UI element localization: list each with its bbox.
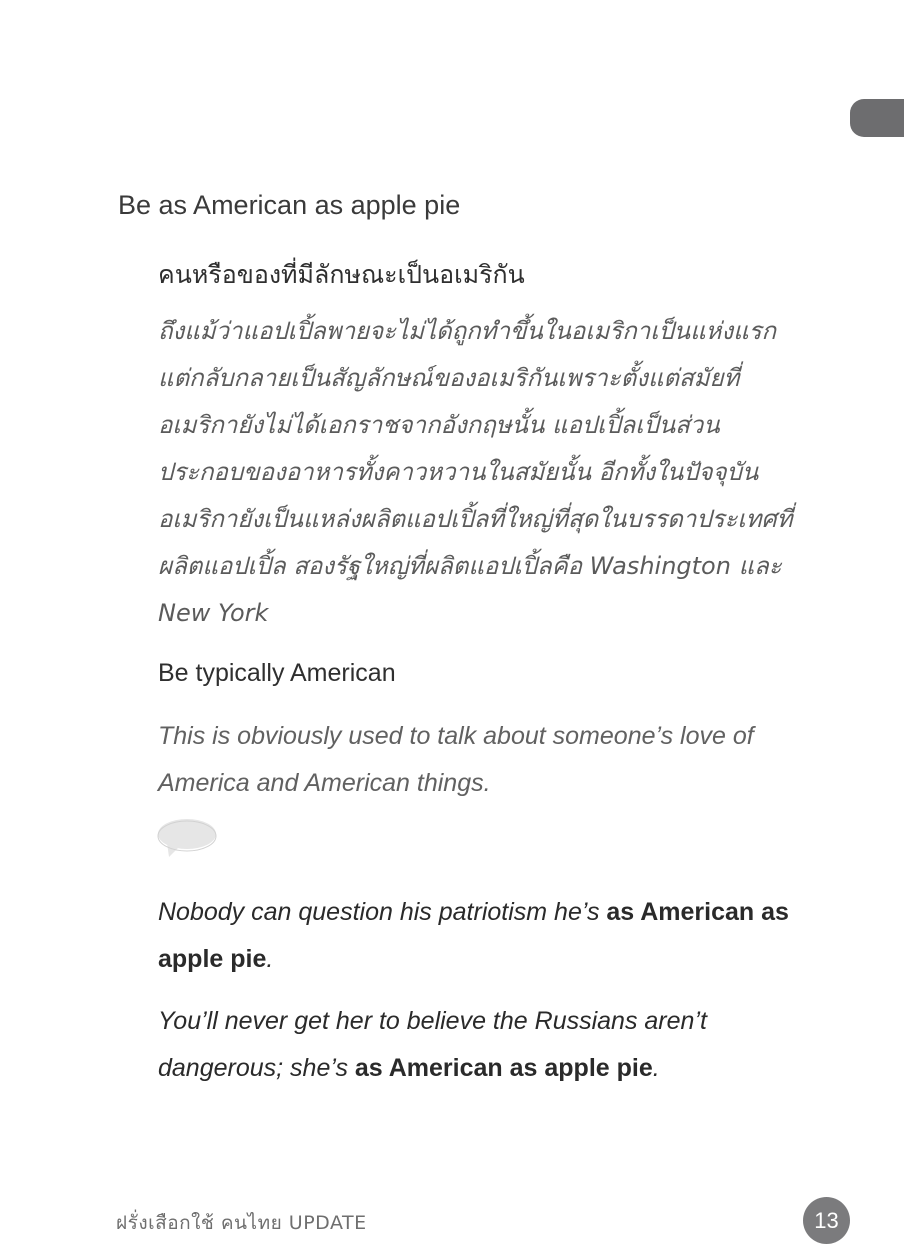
thai-line: อเมริกายังไม่ได้เอกราชจากอังกฤษนั้น แอปเปิ้ลเป็นส่วน: [158, 411, 720, 439]
example-sentence: [158, 998, 838, 1092]
example-text: dangerous; she’s: [158, 1054, 355, 1082]
thai-line: ถึงแม้ว่าแอปเปิ้ลพายจะไม่ได้ถูกทำขึ้นในอเมริกาเป็นแห่งแรก: [158, 317, 776, 345]
thai-line: New York: [158, 599, 269, 627]
thai-line: ผลิตแอปเปิ้ล สองรัฐใหญ่ที่ผลิตแอปเปิ้ลคือ Washington และ: [158, 552, 782, 580]
page-number-badge: 13: [803, 1197, 850, 1244]
thai-definition: คนหรือของที่มีลักษณะเป็นอเมริกัน: [158, 260, 525, 289]
idiom-highlight: as American as: [606, 898, 789, 926]
example-line: [158, 936, 838, 983]
thai-line: อเมริกายังเป็นแหล่งผลิตแอปเปิ้ลที่ใหญ่ที่สุดในบรรดาประเทศที่: [158, 505, 793, 533]
example-text: .: [266, 945, 274, 973]
book-title: ฝรั่งเสือกใช้ คนไทย UPDATE: [116, 1212, 367, 1234]
example-line: [158, 1045, 838, 1092]
idiom-highlight: as American as apple pie: [354, 1054, 653, 1082]
example-line: [158, 889, 838, 936]
example-sentence: [158, 889, 838, 983]
english-definition: Be typically American: [158, 659, 396, 687]
explanation-line: This is obviously used to talk about someone’s love of: [158, 722, 754, 750]
thai-line: แต่กลับกลายเป็นสัญลักษณ์ของอเมริกันเพราะตั้งแต่สมัยที่: [158, 364, 740, 392]
idiom-highlight: apple pie: [158, 945, 267, 973]
example-text: .: [652, 1054, 660, 1082]
thai-explanation: [158, 308, 838, 637]
thai-line: ประกอบของอาหารทั้งคาวหวานในสมัยนั้น อีกทั้งในปัจจุบัน: [158, 458, 759, 486]
example-line: You’ll never get her to believe the Russians aren’t: [158, 1007, 707, 1035]
example-text: Nobody can question his patriotism he’s: [158, 898, 607, 926]
explanation-line: America and American things.: [158, 769, 491, 797]
idiom-heading: Be as American as apple pie: [118, 190, 461, 220]
english-explanation: [158, 713, 838, 807]
speech-bubble-icon: [157, 817, 219, 859]
chapter-tab: [850, 99, 904, 137]
